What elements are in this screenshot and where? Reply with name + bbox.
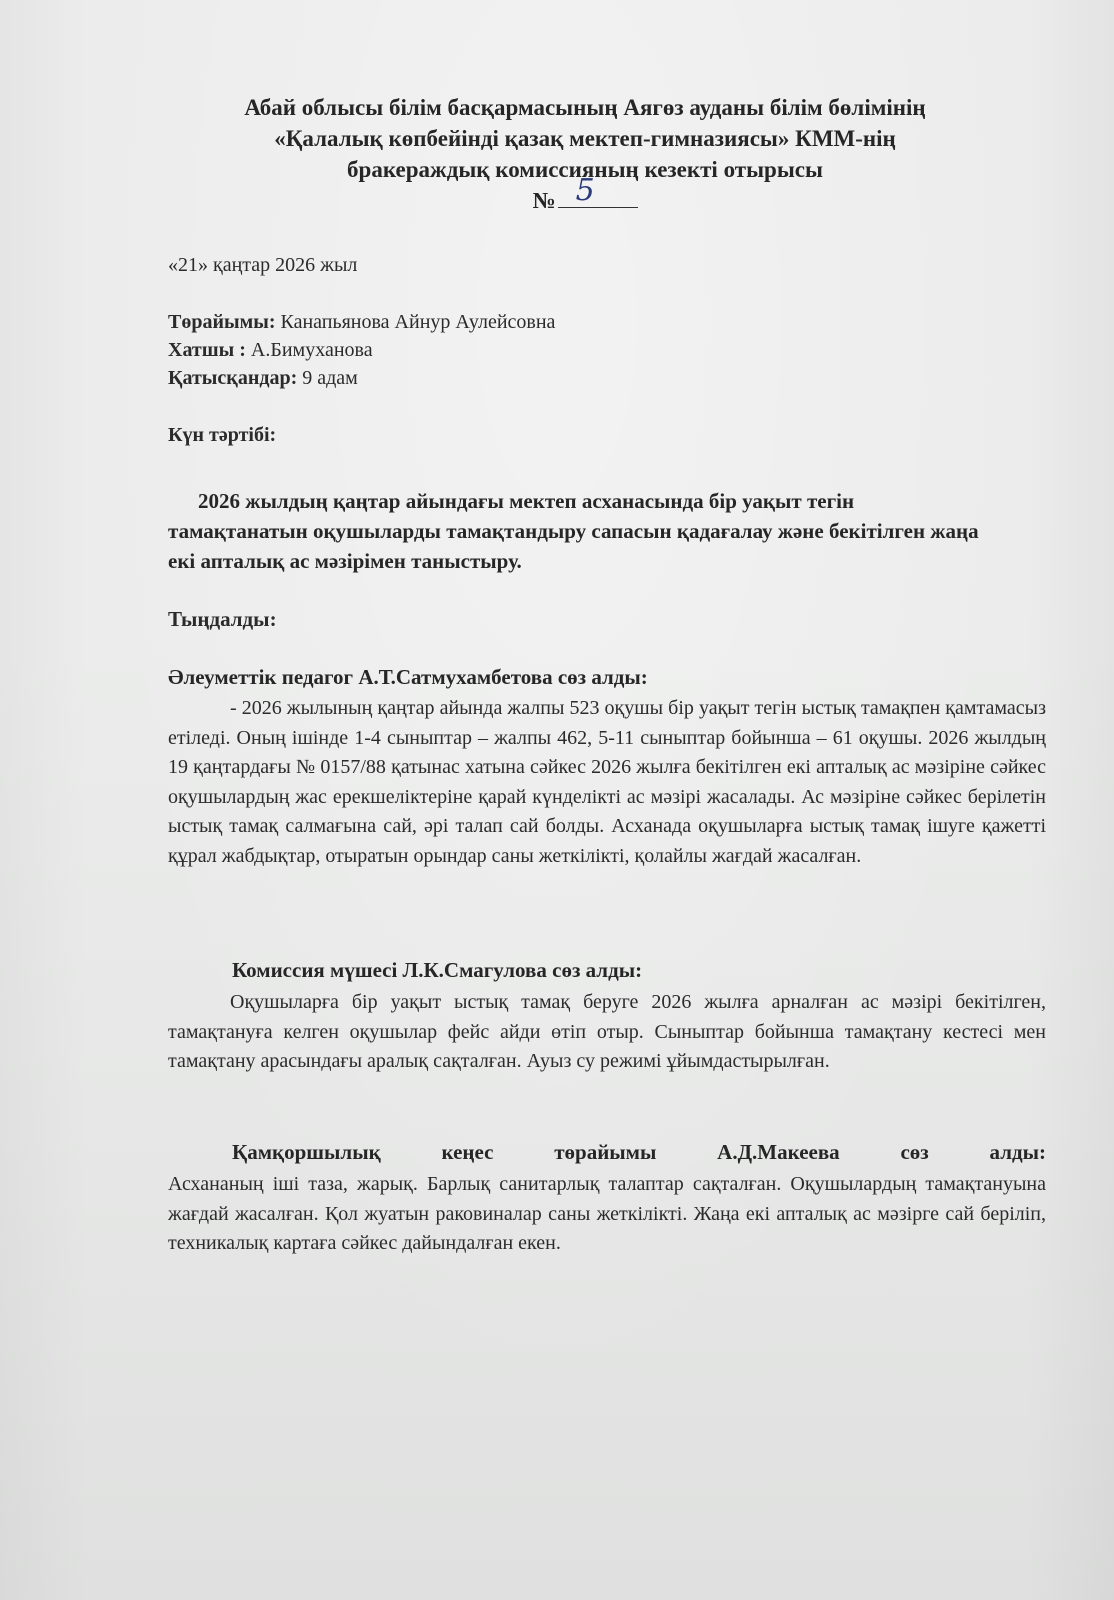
attendees-value: 9 адам	[302, 367, 358, 389]
heard-label: Тыңдалды:	[168, 607, 277, 631]
attendees-label: Қатысқандар:	[168, 367, 298, 389]
speaker-3-title: Қамқоршылық кеңес төрайымы А.Д.Макеева сөз алды:	[232, 1140, 1046, 1164]
chair-label: Төрайымы:	[168, 311, 276, 333]
meeting-date: «21» қаңтар 2026 жыл	[168, 254, 358, 276]
secretary-row	[168, 337, 373, 363]
speaker-1-text: - 2026 жылының қаңтар айында жалпы 523 оқушы бір уақыт тегін ыстық тамақпен қамтамасыз етіледі. Оның ішінде 1-4 сыныптар – жалпы 462, 5-11 сыныптар бойынша – 61 оқушы. 2026 жылдың 19 қаңтардағы № 0157/88 қатынас хатына сәйкес 2026 жылға бекітілген екі апталық ас мәзіріне сәйкес оқушылардың жас ерекшеліктеріне қарай күнделікті ас мәзірі жасалады. Ас мәзіріне сәйкес берілетін ыстық тамақ салмағына сай, әрі талап сай болды. Асханада оқушыларға ыстық тамақ ішуге қажетті құрал жабдықтар, отыратын орындар саны жеткілікті, қолайлы жағдай жасалған.	[168, 697, 1046, 867]
secretary-value: А.Бимуханова	[250, 339, 373, 361]
header-line-1: Абай облысы білім басқармасының Аягөз ауданы білім бөлімінің	[244, 95, 926, 120]
number-blank	[558, 173, 638, 208]
speaker-2-text: Оқушыларға бір уақыт ыстық тамақ беруге 2026 жылға арналған ас мәзірі бекітілген, тамақтануға келген оқушылар фейс айди өтіп отыр. Сыныптар бойынша тамақтану кестесі мен тамақтану арасындағы аралық сақталған. Ауыз су режимі ұйымдастырылған.	[168, 991, 1046, 1072]
document-header	[150, 92, 1020, 216]
speaker-3-text: Асхананың іші таза, жарық. Барлық санитарлық талаптар сақталған. Оқушылардың тамақтануына жағдай жасалған. Қол жуатын раковиналар саны жеткілікті. Жаңа екі апталық ас мәзірге сай беріліп, техникалық картаға сәйкес дайындалған екен.	[168, 1173, 1046, 1254]
chair-value: Канапьянова Айнур Аулейсовна	[280, 311, 556, 333]
secretary-label: Хатшы :	[168, 339, 246, 361]
chair-row	[168, 309, 555, 335]
number-sign: №	[532, 188, 556, 213]
speaker-1-title: Әлеуметтік педагог А.Т.Сатмухамбетова сөз алды:	[168, 665, 648, 689]
speaker-2-title: Комиссия мүшесі Л.К.Смагулова сөз алды:	[232, 958, 643, 982]
handwritten-number: 5	[575, 173, 595, 208]
protocol-number	[532, 173, 637, 216]
agenda-text: 2026 жылдың қаңтар айындағы мектеп асханасында бір уақыт тегін тамақтанатын оқушыларды тамақтандыру сапасын қадағалау және бекітілген жаңа екі апталық ас мәзірімен таныстыру.	[168, 489, 979, 573]
header-line-2: «Қалалық көпбейінді қазақ мектеп-гимназиясы» КММ-нің	[274, 126, 896, 151]
header-line-3: бракераждық комиссияның кезекті отырысы	[347, 157, 823, 182]
attendees-row	[168, 365, 358, 391]
agenda-label: Күн тәртібі:	[168, 424, 277, 446]
